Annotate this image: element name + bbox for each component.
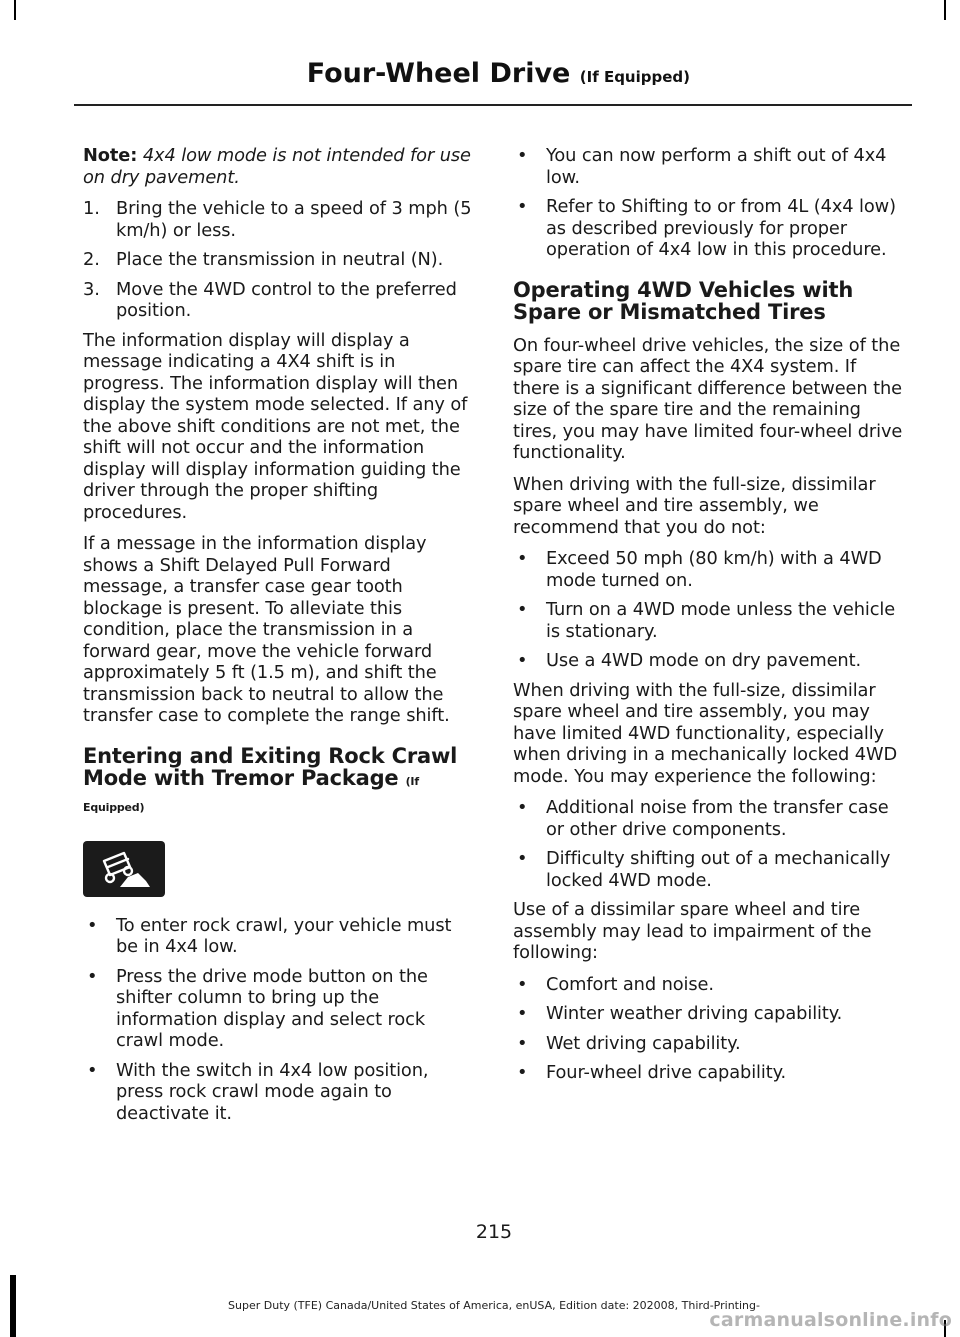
- page-header-title: [307, 58, 690, 89]
- bullet-marker: •: [517, 196, 528, 217]
- list-item: [513, 1062, 908, 1084]
- list-item-text: Additional noise from the transfer case or other drive components.: [546, 797, 889, 840]
- edition-footer: Super Duty (TFE) Canada/United States of America, enUSA, Edition date: 202008, Third-Printing-: [228, 1299, 760, 1312]
- page-number: 215: [475, 1221, 513, 1243]
- step-text: Move the 4WD control to the preferred position.: [116, 278, 457, 321]
- experience-bullets: [513, 797, 908, 891]
- rock-crawl-heading: [83, 745, 475, 819]
- bullet-marker: •: [87, 914, 98, 936]
- step-item: [83, 249, 475, 271]
- info-display-paragraph: The information display will display a message indicating a 4X4 shift is in progress. The information display will then display the system mode selected. If any of the above shift conditions are not met, the shift will not occur and the information display will display information guiding the driver through the proper shifting procedures.: [83, 329, 468, 523]
- recommend-paragraph: When driving with the full-size, dissimilar spare wheel and tire assembly, we recommend that you do not:: [513, 473, 876, 538]
- bullet-marker: •: [517, 650, 528, 671]
- right-column: [513, 145, 908, 1092]
- bullet-marker: •: [517, 973, 528, 995]
- crop-mark-top-right: [944, 0, 946, 20]
- shift-delayed-paragraph: If a message in the information display shows a Shift Delayed Pull Forward message, a transfer case gear tooth blockage is present. To alleviate this condition, place the transmission in a forward gear, move the vehicle forward approximately 5 ft (1.5 m), and shift the transmission back to neutral to allow the transfer case to complete the range shift.: [83, 533, 450, 726]
- list-item: [83, 1060, 475, 1125]
- list-item-text: Wet driving capability.: [546, 1032, 741, 1054]
- list-item: [513, 797, 908, 840]
- bullet-marker: •: [517, 145, 528, 166]
- list-item: [513, 974, 908, 996]
- list-item-text: Winter weather driving capability.: [546, 1003, 843, 1024]
- bullet-marker: •: [517, 797, 528, 818]
- step-number: 2.: [83, 249, 100, 270]
- bullet-marker: •: [517, 548, 528, 569]
- note-paragraph: [83, 145, 475, 188]
- header-divider: [74, 104, 912, 106]
- rock-crawl-heading-suffix: (If Equipped): [83, 774, 419, 814]
- left-column: [83, 145, 475, 1132]
- list-item-text: Difficulty shifting out of a mechanically locked 4WD mode.: [546, 848, 891, 891]
- rock-crawl-bullets: [83, 915, 475, 1125]
- rock-crawl-heading-text: Entering and Exiting Rock Crawl Mode with Tremor Package: [83, 743, 458, 790]
- list-item-text: Use a 4WD mode on dry pavement.: [546, 650, 862, 671]
- watermark: carmanualsonline.info: [709, 1309, 952, 1331]
- bullet-marker: •: [87, 1059, 98, 1081]
- list-item-text: Comfort and noise.: [546, 973, 714, 995]
- list-item-text: Exceed 50 mph (80 km/h) with a 4WD mode turned on.: [546, 548, 882, 591]
- spare-tire-paragraph: On four-wheel drive vehicles, the size of the spare tire can affect the 4X4 system. If there is a significant difference between the size of the spare tire and the remaining tires, you may have limited four-wheel drive functionality.: [513, 334, 903, 463]
- step-item: [83, 279, 475, 322]
- rock-crawl-icon: [83, 841, 165, 897]
- header-title-text: Four-Wheel Drive: [306, 58, 571, 89]
- list-item: [513, 650, 908, 672]
- list-item-text: Refer to Shifting to or from 4L (4x4 low) as described previously for proper operation of 4x4 low in this procedure.: [546, 196, 896, 260]
- list-item: [83, 966, 475, 1052]
- note-text: 4x4 low mode is not intended for use on dry pavement.: [83, 145, 471, 188]
- list-item-text: Turn on a 4WD mode unless the vehicle is stationary.: [546, 599, 896, 642]
- crop-mark-top-left: [14, 0, 16, 20]
- list-item: [513, 848, 908, 891]
- bullet-marker: •: [517, 1062, 528, 1083]
- bullet-marker: •: [517, 599, 528, 620]
- bullet-marker: •: [517, 848, 528, 869]
- bullet-marker: •: [517, 1032, 528, 1054]
- bullet-marker: •: [517, 1003, 528, 1024]
- list-item: [83, 915, 475, 958]
- bullet-marker: •: [87, 965, 98, 987]
- header-subtitle: (If Equipped): [579, 68, 690, 86]
- list-item: [513, 548, 908, 591]
- step-item: [83, 198, 475, 241]
- list-item: [513, 145, 908, 188]
- step-text: Bring the vehicle to a speed of 3 mph (5 km/h) or less.: [116, 198, 472, 241]
- list-item-text: To enter rock crawl, your vehicle must be in 4x4 low.: [116, 914, 452, 957]
- list-item-text: Four-wheel drive capability.: [546, 1062, 787, 1083]
- list-item-text: With the switch in 4x4 low position, press rock crawl mode again to deactivate it.: [116, 1059, 429, 1124]
- list-item: [513, 599, 908, 642]
- note-label: Note:: [83, 145, 138, 166]
- impairment-bullets: [513, 974, 908, 1084]
- step-text: Place the transmission in neutral (N).: [116, 249, 444, 270]
- procedure-steps: [83, 198, 475, 322]
- limited-functionality-paragraph: When driving with the full-size, dissimilar spare wheel and tire assembly, you may have limited 4WD functionality, especially when driving in a mechanically locked 4WD mode. You may experience the following:: [513, 679, 898, 787]
- list-item-text: You can now perform a shift out of 4x4 low.: [546, 145, 887, 188]
- step-number: 3.: [83, 278, 100, 300]
- impairment-paragraph: Use of a dissimilar spare wheel and tire assembly may lead to impairment of the following:: [513, 899, 872, 963]
- mismatched-tires-heading: Operating 4WD Vehicles with Spare or Mismatched Tires: [513, 277, 854, 324]
- shift-out-bullets: [513, 145, 908, 261]
- list-item: [513, 1033, 908, 1055]
- step-number: 1.: [83, 198, 100, 219]
- list-item-text: Press the drive mode button on the shifter column to bring up the information display and select rock crawl mode.: [116, 965, 428, 1051]
- list-item: [513, 196, 908, 261]
- do-not-bullets: [513, 548, 908, 672]
- list-item: [513, 1003, 908, 1025]
